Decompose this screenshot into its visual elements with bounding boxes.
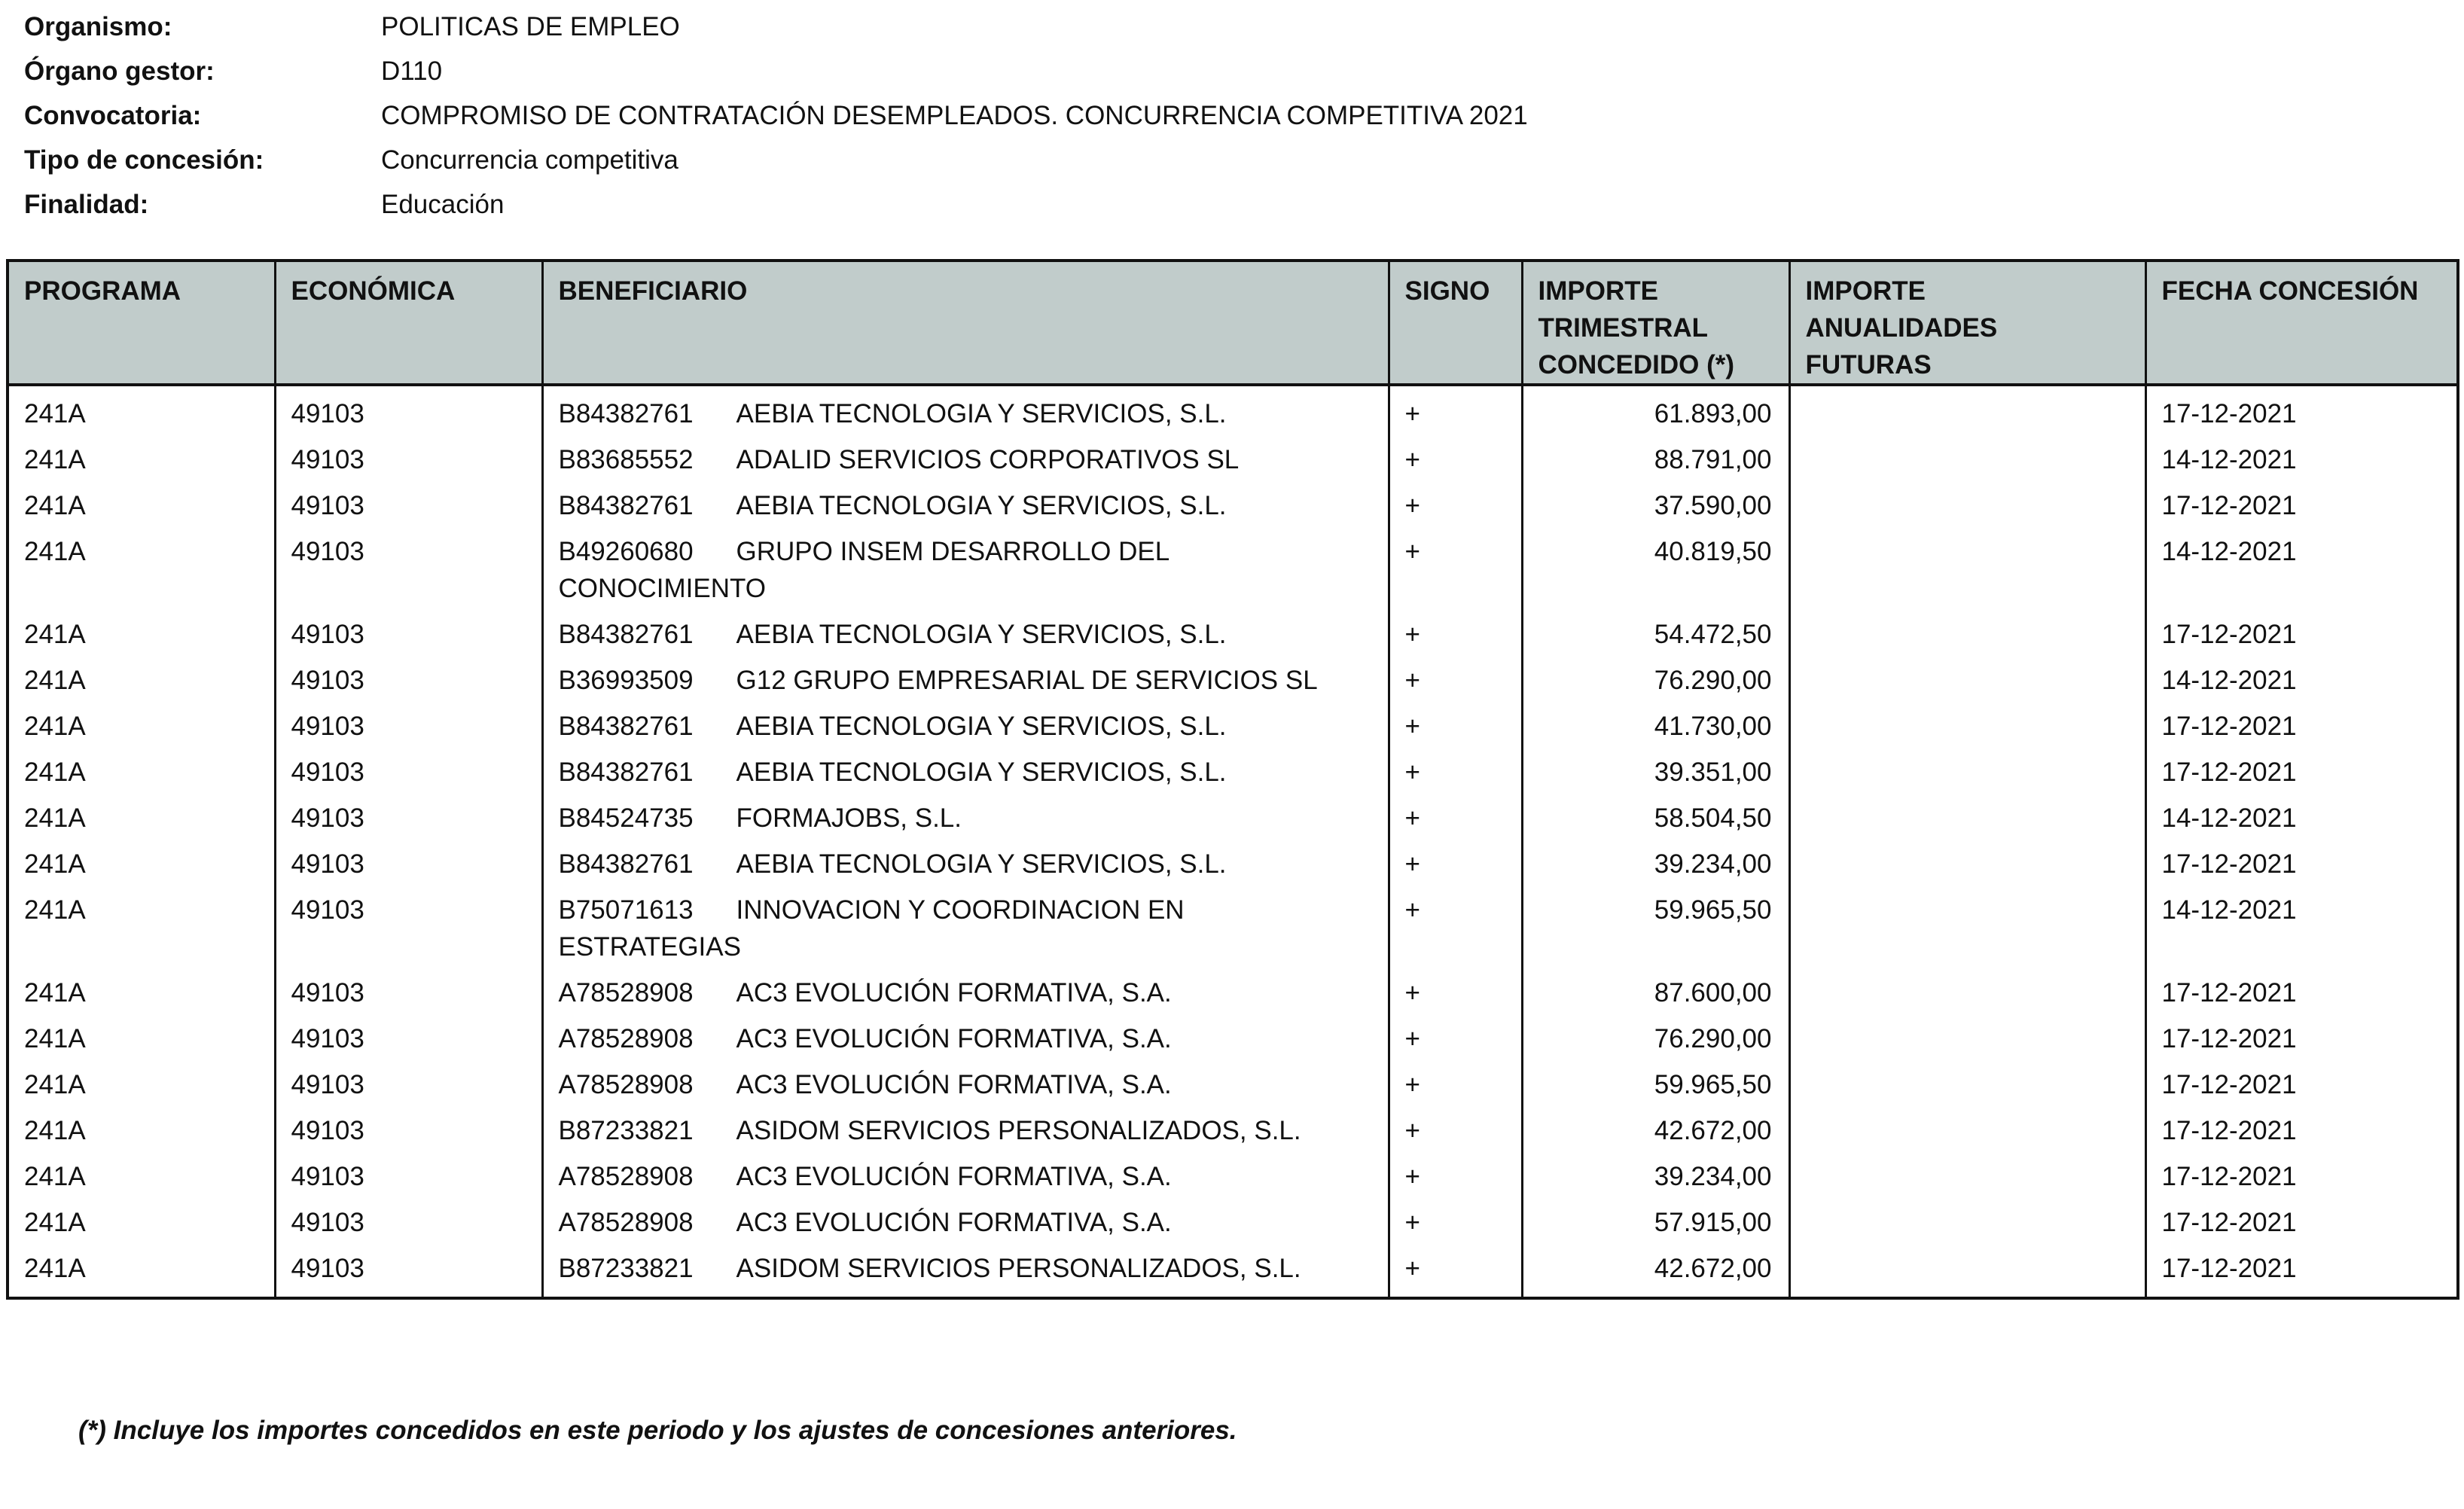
- cell-signo: +: [1389, 385, 1522, 432]
- cell-importe-anualidades: [1789, 607, 2145, 653]
- table-row: [8, 607, 2458, 653]
- beneficiary-cif: B83685552: [558, 445, 694, 474]
- grants-table: [6, 259, 2459, 1300]
- cell-importe-trimestral: 37.590,00: [1522, 478, 1789, 524]
- cell-signo: +: [1389, 478, 1522, 524]
- cell-beneficiario: [542, 653, 1389, 699]
- cell-signo: +: [1389, 745, 1522, 791]
- beneficiary-cif: A78528908: [558, 978, 694, 1008]
- beneficiary-name: AC3 EVOLUCIÓN FORMATIVA, S.A.: [736, 1024, 1172, 1053]
- beneficiary-cif: B49260680: [558, 537, 694, 566]
- beneficiary-name: AC3 EVOLUCIÓN FORMATIVA, S.A.: [736, 1208, 1172, 1237]
- cell-fecha-concesion: 17-12-2021: [2145, 1149, 2458, 1195]
- cell-economica: 49103: [275, 965, 542, 1011]
- cell-signo: +: [1389, 837, 1522, 883]
- header-label: Finalidad:: [24, 189, 149, 219]
- document-header: [24, 5, 1528, 227]
- table-filler-row: [8, 1287, 2458, 1298]
- cell-beneficiario: [542, 1195, 1389, 1241]
- column-header-programa: PROGRAMA: [8, 261, 275, 385]
- header-value: Concurrencia competitiva: [381, 145, 679, 175]
- header-value: POLITICAS DE EMPLEO: [381, 11, 680, 41]
- cell-beneficiario: [542, 432, 1389, 478]
- table-row: [8, 1195, 2458, 1241]
- cell-signo: +: [1389, 1103, 1522, 1149]
- beneficiary-name: ADALID SERVICIOS CORPORATIVOS SL: [736, 445, 1240, 474]
- beneficiary-cif: B87233821: [558, 1116, 694, 1145]
- beneficiary-cif: B84382761: [558, 758, 694, 787]
- cell-economica: 49103: [275, 1057, 542, 1103]
- cell-importe-trimestral: 42.672,00: [1522, 1103, 1789, 1149]
- cell-importe-trimestral: 57.915,00: [1522, 1195, 1789, 1241]
- filler-cell: [1522, 1287, 1789, 1298]
- beneficiary-name: AC3 EVOLUCIÓN FORMATIVA, S.A.: [736, 1162, 1172, 1191]
- cell-economica: 49103: [275, 1103, 542, 1149]
- table-row: [8, 791, 2458, 837]
- cell-signo: +: [1389, 791, 1522, 837]
- cell-economica: 49103: [275, 385, 542, 432]
- cell-fecha-concesion: 14-12-2021: [2145, 791, 2458, 837]
- cell-fecha-concesion: 17-12-2021: [2145, 965, 2458, 1011]
- cell-fecha-concesion: 14-12-2021: [2145, 883, 2458, 965]
- beneficiary-cif: B87233821: [558, 1254, 694, 1283]
- cell-fecha-concesion: 17-12-2021: [2145, 1241, 2458, 1287]
- cell-fecha-concesion: 17-12-2021: [2145, 1195, 2458, 1241]
- cell-fecha-concesion: 17-12-2021: [2145, 699, 2458, 745]
- cell-importe-trimestral: 41.730,00: [1522, 699, 1789, 745]
- cell-economica: 49103: [275, 745, 542, 791]
- cell-programa: 241A: [8, 1149, 275, 1195]
- cell-fecha-concesion: 17-12-2021: [2145, 478, 2458, 524]
- cell-importe-anualidades: [1789, 745, 2145, 791]
- cell-importe-trimestral: 42.672,00: [1522, 1241, 1789, 1287]
- beneficiary-name: ASIDOM SERVICIOS PERSONALIZADOS, S.L.: [736, 1116, 1301, 1145]
- cell-importe-trimestral: 76.290,00: [1522, 653, 1789, 699]
- cell-fecha-concesion: 17-12-2021: [2145, 1011, 2458, 1057]
- filler-cell: [8, 1287, 275, 1298]
- beneficiary-cif: B75071613: [558, 895, 694, 925]
- cell-beneficiario: [542, 607, 1389, 653]
- cell-importe-trimestral: 39.234,00: [1522, 1149, 1789, 1195]
- header-line: CONCEDIDO (*): [1538, 350, 1735, 380]
- cell-importe-anualidades: [1789, 432, 2145, 478]
- header-line: ANUALIDADES: [1805, 313, 1998, 343]
- table-row: [8, 1011, 2458, 1057]
- cell-importe-trimestral: 76.290,00: [1522, 1011, 1789, 1057]
- cell-signo: +: [1389, 965, 1522, 1011]
- cell-programa: 241A: [8, 478, 275, 524]
- cell-beneficiario: [542, 883, 1389, 965]
- cell-importe-trimestral: 39.351,00: [1522, 745, 1789, 791]
- column-header-importe-trimestral: [1522, 261, 1789, 385]
- cell-programa: 241A: [8, 745, 275, 791]
- cell-beneficiario: [542, 1011, 1389, 1057]
- cell-importe-anualidades: [1789, 385, 2145, 432]
- cell-economica: 49103: [275, 1149, 542, 1195]
- beneficiary-name: GRUPO INSEM DESARROLLO DEL CONOCIMIENTO: [558, 537, 1169, 603]
- table-row: [8, 385, 2458, 432]
- cell-signo: +: [1389, 1149, 1522, 1195]
- cell-importe-trimestral: 58.504,50: [1522, 791, 1789, 837]
- cell-signo: +: [1389, 1241, 1522, 1287]
- cell-importe-trimestral: 40.819,50: [1522, 524, 1789, 607]
- cell-importe-trimestral: 59.965,50: [1522, 883, 1789, 965]
- cell-fecha-concesion: 14-12-2021: [2145, 524, 2458, 607]
- cell-importe-anualidades: [1789, 837, 2145, 883]
- filler-cell: [542, 1287, 1389, 1298]
- header-label: Organismo:: [24, 11, 172, 41]
- cell-importe-anualidades: [1789, 883, 2145, 965]
- cell-beneficiario: [542, 1057, 1389, 1103]
- cell-economica: 49103: [275, 1011, 542, 1057]
- cell-importe-trimestral: 87.600,00: [1522, 965, 1789, 1011]
- table-row: [8, 1149, 2458, 1195]
- cell-signo: +: [1389, 524, 1522, 607]
- cell-beneficiario: [542, 837, 1389, 883]
- cell-programa: 241A: [8, 653, 275, 699]
- cell-economica: 49103: [275, 1241, 542, 1287]
- cell-beneficiario: [542, 524, 1389, 607]
- cell-fecha-concesion: 14-12-2021: [2145, 432, 2458, 478]
- header-line: TRIMESTRAL: [1538, 313, 1709, 343]
- column-header-signo: SIGNO: [1389, 261, 1522, 385]
- beneficiary-name: FORMAJOBS, S.L.: [736, 803, 962, 833]
- beneficiary-cif: B36993509: [558, 666, 694, 695]
- cell-importe-anualidades: [1789, 524, 2145, 607]
- header-label: Convocatoria:: [24, 100, 202, 130]
- cell-beneficiario: [542, 1103, 1389, 1149]
- cell-beneficiario: [542, 965, 1389, 1011]
- cell-beneficiario: [542, 478, 1389, 524]
- cell-importe-anualidades: [1789, 1149, 2145, 1195]
- table-body: [8, 385, 2458, 1298]
- beneficiary-name: AEBIA TECNOLOGIA Y SERVICIOS, S.L.: [736, 620, 1227, 649]
- cell-beneficiario: [542, 699, 1389, 745]
- cell-economica: 49103: [275, 653, 542, 699]
- cell-importe-anualidades: [1789, 1241, 2145, 1287]
- table-row: [8, 653, 2458, 699]
- table-row: [8, 837, 2458, 883]
- beneficiary-name: G12 GRUPO EMPRESARIAL DE SERVICIOS SL: [736, 666, 1318, 695]
- header-label: Órgano gestor:: [24, 56, 215, 86]
- cell-fecha-concesion: 17-12-2021: [2145, 1057, 2458, 1103]
- column-header-economica: ECONÓMICA: [275, 261, 542, 385]
- cell-programa: 241A: [8, 607, 275, 653]
- table-row: [8, 478, 2458, 524]
- cell-economica: 49103: [275, 699, 542, 745]
- beneficiary-cif: B84382761: [558, 712, 694, 741]
- header-row-organismo: [24, 5, 1528, 49]
- cell-fecha-concesion: 14-12-2021: [2145, 653, 2458, 699]
- table-row: [8, 965, 2458, 1011]
- cell-signo: +: [1389, 1195, 1522, 1241]
- cell-importe-anualidades: [1789, 478, 2145, 524]
- cell-signo: +: [1389, 607, 1522, 653]
- cell-importe-trimestral: 88.791,00: [1522, 432, 1789, 478]
- cell-fecha-concesion: 17-12-2021: [2145, 607, 2458, 653]
- beneficiary-cif: B84382761: [558, 849, 694, 879]
- table-row: [8, 1057, 2458, 1103]
- cell-importe-anualidades: [1789, 1057, 2145, 1103]
- cell-importe-trimestral: 61.893,00: [1522, 385, 1789, 432]
- cell-signo: +: [1389, 883, 1522, 965]
- cell-economica: 49103: [275, 1195, 542, 1241]
- cell-fecha-concesion: 17-12-2021: [2145, 837, 2458, 883]
- beneficiary-name: AC3 EVOLUCIÓN FORMATIVA, S.A.: [736, 1070, 1172, 1099]
- header-value: D110: [381, 56, 443, 86]
- cell-beneficiario: [542, 1149, 1389, 1195]
- cell-programa: 241A: [8, 385, 275, 432]
- cell-signo: +: [1389, 653, 1522, 699]
- cell-economica: 49103: [275, 478, 542, 524]
- cell-signo: +: [1389, 432, 1522, 478]
- cell-signo: +: [1389, 699, 1522, 745]
- beneficiary-cif: A78528908: [558, 1024, 694, 1053]
- table-row: [8, 524, 2458, 607]
- filler-cell: [2145, 1287, 2458, 1298]
- header-value: Educación: [381, 189, 505, 219]
- table-row: [8, 1241, 2458, 1287]
- beneficiary-name: AEBIA TECNOLOGIA Y SERVICIOS, S.L.: [736, 849, 1227, 879]
- filler-cell: [1789, 1287, 2145, 1298]
- column-header-importe-anualidades: [1789, 261, 2145, 385]
- beneficiary-name: AC3 EVOLUCIÓN FORMATIVA, S.A.: [736, 978, 1172, 1008]
- header-row-finalidad: [24, 182, 1528, 227]
- cell-programa: 241A: [8, 791, 275, 837]
- cell-programa: 241A: [8, 965, 275, 1011]
- filler-cell: [275, 1287, 542, 1298]
- beneficiary-name: AEBIA TECNOLOGIA Y SERVICIOS, S.L.: [736, 491, 1227, 520]
- header-line: FUTURAS: [1805, 350, 1932, 380]
- cell-economica: 49103: [275, 432, 542, 478]
- beneficiary-cif: B84382761: [558, 620, 694, 649]
- table-row: [8, 432, 2458, 478]
- cell-beneficiario: [542, 1241, 1389, 1287]
- cell-beneficiario: [542, 791, 1389, 837]
- beneficiary-name: INNOVACION Y COORDINACION EN ESTRATEGIAS: [558, 895, 1185, 962]
- header-value: COMPROMISO DE CONTRATACIÓN DESEMPLEADOS. CONCURRENCIA COMPETITIVA 2021: [381, 100, 1528, 130]
- cell-importe-anualidades: [1789, 791, 2145, 837]
- cell-economica: 49103: [275, 607, 542, 653]
- cell-economica: 49103: [275, 791, 542, 837]
- cell-fecha-concesion: 17-12-2021: [2145, 385, 2458, 432]
- beneficiary-cif: A78528908: [558, 1070, 694, 1099]
- cell-programa: 241A: [8, 1011, 275, 1057]
- cell-fecha-concesion: 17-12-2021: [2145, 745, 2458, 791]
- cell-importe-trimestral: 59.965,50: [1522, 1057, 1789, 1103]
- cell-importe-anualidades: [1789, 965, 2145, 1011]
- cell-importe-anualidades: [1789, 653, 2145, 699]
- cell-programa: 241A: [8, 1241, 275, 1287]
- table-row: [8, 699, 2458, 745]
- header-line: IMPORTE: [1805, 276, 1926, 306]
- cell-economica: 49103: [275, 883, 542, 965]
- column-header-fecha-concesion: FECHA CONCESIÓN: [2145, 261, 2458, 385]
- header-label: Tipo de concesión:: [24, 145, 264, 175]
- beneficiary-cif: B84382761: [558, 491, 694, 520]
- cell-programa: 241A: [8, 837, 275, 883]
- header-row-organo-gestor: [24, 49, 1528, 93]
- header-row-tipo-concesion: [24, 138, 1528, 182]
- filler-cell: [1389, 1287, 1522, 1298]
- beneficiary-name: AEBIA TECNOLOGIA Y SERVICIOS, S.L.: [736, 399, 1227, 428]
- header-line: IMPORTE: [1538, 276, 1658, 306]
- beneficiary-cif: A78528908: [558, 1208, 694, 1237]
- cell-economica: 49103: [275, 837, 542, 883]
- cell-programa: 241A: [8, 1103, 275, 1149]
- cell-importe-trimestral: 54.472,50: [1522, 607, 1789, 653]
- cell-signo: +: [1389, 1011, 1522, 1057]
- cell-importe-anualidades: [1789, 1011, 2145, 1057]
- beneficiary-name: ASIDOM SERVICIOS PERSONALIZADOS, S.L.: [736, 1254, 1301, 1283]
- column-header-beneficiario: BENEFICIARIO: [542, 261, 1389, 385]
- cell-fecha-concesion: 17-12-2021: [2145, 1103, 2458, 1149]
- beneficiary-cif: A78528908: [558, 1162, 694, 1191]
- cell-beneficiario: [542, 385, 1389, 432]
- beneficiary-name: AEBIA TECNOLOGIA Y SERVICIOS, S.L.: [736, 712, 1227, 741]
- table-row: [8, 883, 2458, 965]
- cell-importe-trimestral: 39.234,00: [1522, 837, 1789, 883]
- cell-programa: 241A: [8, 524, 275, 607]
- footnote: (*) Incluye los importes concedidos en este periodo y los ajustes de concesiones anteriores.: [78, 1416, 1237, 1445]
- cell-importe-anualidades: [1789, 1103, 2145, 1149]
- table-header-row: [8, 261, 2458, 385]
- beneficiary-cif: B84524735: [558, 803, 694, 833]
- header-row-convocatoria: [24, 93, 1528, 138]
- beneficiary-cif: B84382761: [558, 399, 694, 428]
- table-row: [8, 745, 2458, 791]
- cell-programa: 241A: [8, 1057, 275, 1103]
- cell-importe-anualidades: [1789, 1195, 2145, 1241]
- cell-importe-anualidades: [1789, 699, 2145, 745]
- cell-programa: 241A: [8, 883, 275, 965]
- cell-signo: +: [1389, 1057, 1522, 1103]
- cell-programa: 241A: [8, 1195, 275, 1241]
- beneficiary-name: AEBIA TECNOLOGIA Y SERVICIOS, S.L.: [736, 758, 1227, 787]
- cell-programa: 241A: [8, 432, 275, 478]
- cell-beneficiario: [542, 745, 1389, 791]
- cell-economica: 49103: [275, 524, 542, 607]
- cell-programa: 241A: [8, 699, 275, 745]
- table-row: [8, 1103, 2458, 1149]
